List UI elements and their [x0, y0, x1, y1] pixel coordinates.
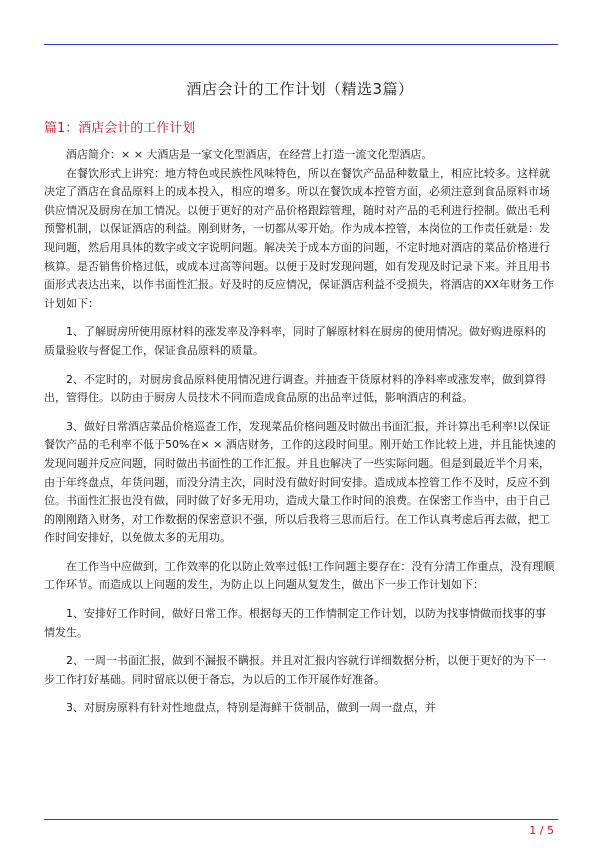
- paragraph-intro: 酒店简介：× × 大酒店是一家文化型酒店，在经营上打造一流文化型酒店。: [66, 148, 433, 161]
- paragraph-plan-3: 3、对厨房原料有针对性地盘点，特别是海鲜干货制品，做到一周一盘点，并: [66, 701, 436, 715]
- footer-rule: [44, 819, 558, 820]
- paragraph-overview: 在餐饮形式上讲究：地方特色或民族性风味特色，所以在餐饮产品品种数量上，相应比较多。这样就决定了酒店在食品原料上的成本投入，相应的增多。所以在餐饮成本控管方面，必须注意到食品原料市场供应情况及厨房在加工情况。以便于更好的对产品价格跟踪管理，随时对产品的毛利进行控制。做出毛利预警机制，以保证酒店的利益。刚到财务，一切都从零开始。作为成本控管，本岗位的工作责任就是：发现问题，然后用具体的数字或文字说明问题。解决关于成本方面的问题，不定时地对酒店的菜品价格进行核算。是否销售价格过低，或成本过高等问题。以便于及时发现问题，如有发现及时记录下来。并且用书面形式表达出来，以作书面性汇报。好及时的反应情况，保证酒店利益不受损失，将酒店的XX年财务工作计划如下：: [44, 166, 555, 310]
- page-number: 1 / 5: [529, 824, 554, 837]
- document-title: 酒店会计的工作计划（精选3篇）: [186, 80, 414, 98]
- paragraph-plan-1: 1、安排好工作时间，做好日常工作。根据每天的工作情制定工作计划，以防为找事情做而找事的事情发生。: [44, 607, 546, 639]
- paragraph-plan-2: 2、一周一书面汇报，做到不漏报不瞒报。并且对汇报内容就行详细数据分析，以便于更好的为下一步工作打好基础。同时留底以便于备忘，为以后的工作开展作好准备。: [44, 654, 546, 686]
- paragraph-item-3: 3、做好日常酒店菜品价格巡查工作，发现菜品价格问题及时做出书面汇报，并计算出毛利率!以保证餐饮产品的毛利率不低于50%在× × 酒店财务，工作的这段时间里。刚开始工作比较上进，并且能快速的发现问题并反应问题，同时做出书面性的工作汇报。并且也解决了一些实际问题。但是到最近半个月来，由于年终盘点，年货问题，而没分清主次，同时没有做好时间安排。造成成本控管工作不及时，反应不到位。书面性汇报也没有做，同时做了好多无用功，造成大量工作时间的浪费。在保密工作当中，由于自己的刚刚踏入财务，对工作数据的保密意识不强，所以后我将三思而后行。在工作认真考虑后再去做，把工作时间安排好，以免做太多的无用功。: [44, 419, 556, 545]
- paragraph-item-2: 2、不定时的，对厨房食品原料使用情况进行调查。并抽查干货原材料的净料率或涨发率，做到算得出，管得住。以防由于厨房人员技术不同而造成食品原的出品率过低，影响酒店的利益。: [44, 372, 546, 405]
- paragraph-item-1: 1、了解厨房所使用原材料的涨发率及净料率，同时了解原材料在厨房的使用情况。做好购进原料的质量验收与督促工作，保证食品原料的质量。: [44, 325, 546, 357]
- header-rule: [44, 44, 558, 45]
- document-body: [44, 146, 556, 718]
- section-heading: 篇1：酒店会计的工作计划: [44, 121, 196, 136]
- paragraph-problems: 在工作当中应做到，工作效率的化以防止效率过低!工作问题主要存在：没有分清工作重点，没有理顺工作环节。而造成以上问题的发生，为防止以上问题从复发生，做出下一步工作计划如下：: [44, 559, 555, 592]
